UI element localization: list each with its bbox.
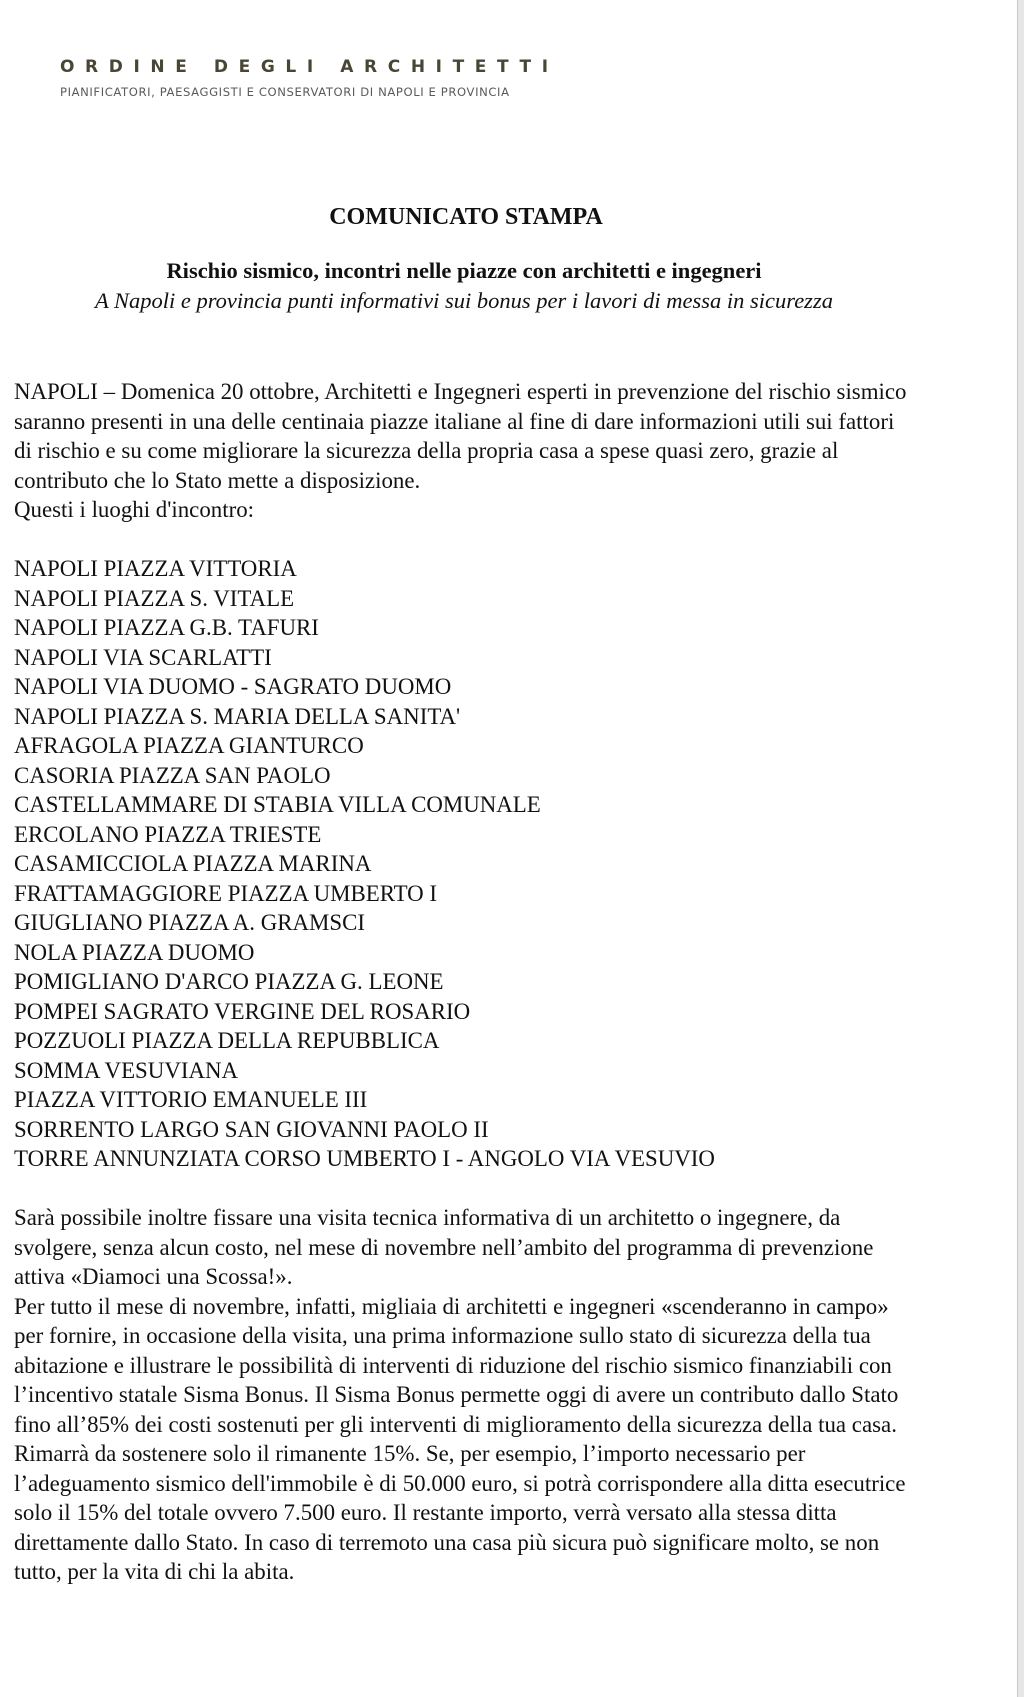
subheadline: A Napoli e provincia punti informativi sui bonus per i lavori di messa in sicurezza bbox=[95, 288, 833, 313]
visit-paragraph: Sarà possibile inoltre fissare una visita tecnica informativa di un architetto o ingegnere, da svolgere, senza alcun costo, nel mese di novembre nell’ambito del programma di prevenzione attiva «Diamoci una Scossa!». bbox=[14, 1205, 874, 1289]
location-item: NAPOLI VIA DUOMO - SAGRATO DUOMO bbox=[14, 674, 452, 699]
location-item: ERCOLANO PIAZZA TRIESTE bbox=[14, 821, 322, 847]
location-item: PIAZZA VITTORIO EMANUELE III bbox=[14, 1087, 368, 1112]
location-item: CASAMICCIOLA PIAZZA MARINA bbox=[14, 851, 372, 876]
location-item: NAPOLI PIAZZA G.B. TAFURI bbox=[14, 615, 319, 640]
location-item: CASORIA PIAZZA SAN PAOLO bbox=[14, 762, 331, 788]
location-item: FRATTAMAGGIORE PIAZZA UMBERTO I bbox=[14, 880, 438, 906]
location-item: AFRAGOLA PIAZZA GIANTURCO bbox=[14, 733, 364, 758]
intro-paragraph: NAPOLI – Domenica 20 ottobre, Architetti e Ingegneri esperti in prevenzione del rischio sismico saranno presenti in una delle centinaia piazze italiane al fine di dare informazioni utili sui fattori di rischio e su come migliorare la sicurezza della propria casa a spese quasi zero, grazie al contributo che lo Stato mette a disposizione. bbox=[14, 379, 907, 493]
headline: Rischio sismico, incontri nelle piazze con architetti e ingegneri bbox=[166, 258, 762, 283]
press-release-body bbox=[14, 200, 914, 1587]
location-item: NAPOLI PIAZZA S. MARIA DELLA SANITA' bbox=[14, 703, 461, 729]
org-subtitle: PIANIFICATORI, PAESAGGISTI E CONSERVATORI DI NAPOLI E PROVINCIA bbox=[60, 85, 510, 99]
viewer-edge bbox=[1017, 0, 1024, 1697]
press-release-title: COMUNICATO STAMPA bbox=[329, 204, 603, 230]
org-name: ORDINE DEGLI ARCHITETTI bbox=[60, 57, 559, 77]
location-item: NOLA PIAZZA DUOMO bbox=[14, 939, 255, 965]
locations-intro: Questi i luoghi d'incontro: bbox=[14, 497, 255, 522]
location-item: POZZUOLI PIAZZA DELLA REPUBBLICA bbox=[14, 1028, 440, 1053]
letterhead bbox=[60, 56, 559, 100]
locations-list bbox=[14, 554, 914, 1174]
location-item: TORRE ANNUNZIATA CORSO UMBERTO I - ANGOLO VIA VESUVIO bbox=[14, 1146, 715, 1171]
november-paragraph: Per tutto il mese di novembre, infatti, migliaia di architetti e ingegneri «scenderanno in campo» per fornire, in occasione della visita, una prima informazione sullo stato di sicurezza della tua abitazione e illustrare le possibilità di interventi di riduzione del rischio sismico finanziabili con l’incentivo statale Sisma Bonus. Il Sisma Bonus permette oggi di avere un contributo dallo Stato fino all’85% dei costi sostenuti per gli interventi di miglioramento della sicurezza della tua casa. bbox=[14, 1293, 899, 1437]
location-item: SORRENTO LARGO SAN GIOVANNI PAOLO II bbox=[14, 1116, 489, 1142]
location-item: NAPOLI PIAZZA VITTORIA bbox=[14, 556, 297, 581]
location-item: SOMMA VESUVIANA bbox=[14, 1057, 239, 1083]
location-item: GIUGLIANO PIAZZA A. GRAMSCI bbox=[14, 910, 365, 935]
location-item: CASTELLAMMARE DI STABIA VILLA COMUNALE bbox=[14, 792, 541, 817]
cost-paragraph: Rimarrà da sostenere solo il rimanente 15%. Se, per esempio, l’importo necessario per l’adeguamento sismico dell'immobile è di 50.000 euro, si potrà corrispondere alla ditta esecutrice solo il 15% del totale ovvero 7.500 euro. Il restante importo, verrà versato alla stessa ditta direttamente dallo Stato. In caso di terremoto una casa più sicura può significare molto, se non tutto, per la vita di chi la abita. bbox=[14, 1441, 906, 1584]
location-item: POMPEI SAGRATO VERGINE DEL ROSARIO bbox=[14, 998, 471, 1024]
location-item: NAPOLI VIA SCARLATTI bbox=[14, 644, 272, 670]
location-item: POMIGLIANO D'ARCO PIAZZA G. LEONE bbox=[14, 969, 444, 994]
location-item: NAPOLI PIAZZA S. VITALE bbox=[14, 585, 295, 611]
